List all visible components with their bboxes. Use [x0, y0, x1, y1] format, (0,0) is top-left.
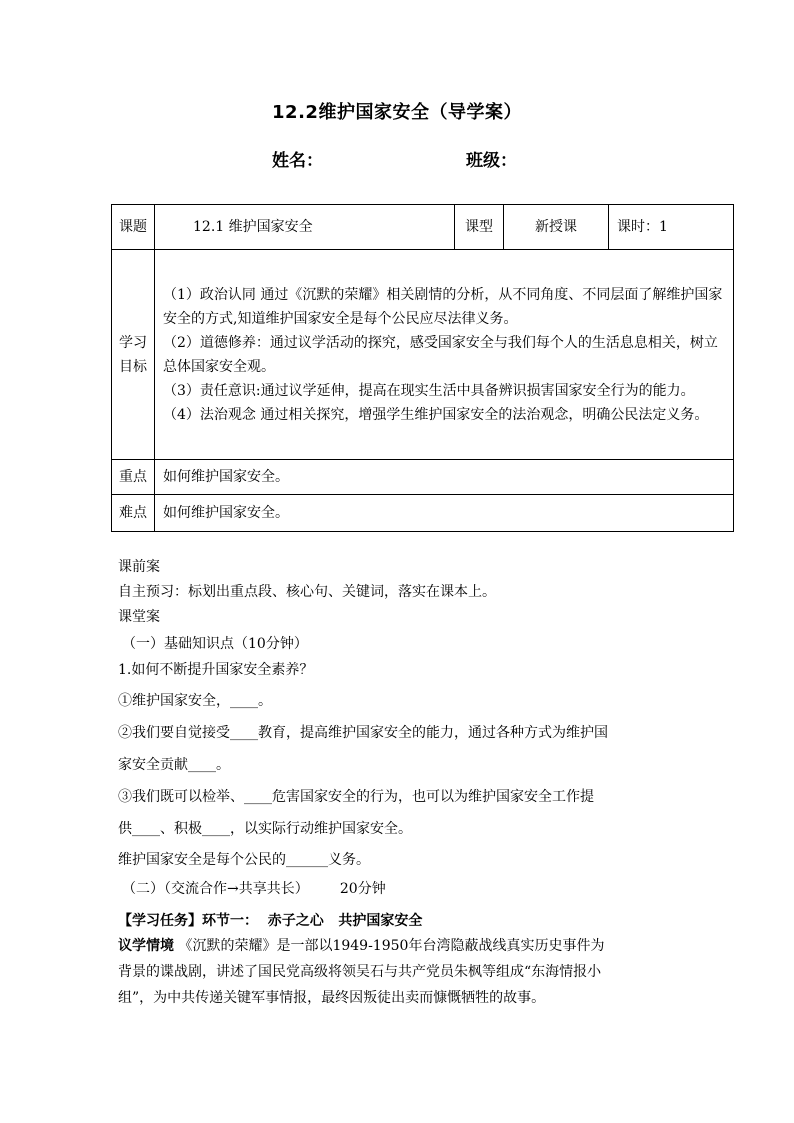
- blank-item-3b: 供____、积极____，以实际行动维护国家安全。: [118, 821, 412, 837]
- difficult-point-label: 难点: [112, 495, 155, 532]
- hours-value: 课时：1: [609, 205, 734, 250]
- blank-item-2b: 家安全贡献____。: [118, 757, 230, 773]
- part2-heading: （二）（交流合作→共享共长） 20分钟: [122, 881, 386, 897]
- goal-item: （4）法治观念 通过相关探究，增强学生维护国家安全的法治观念，明确公民法定义务。: [163, 406, 709, 423]
- duty-line: 维护国家安全是每个公民的______义务。: [118, 852, 370, 868]
- context-label: 议学情境: [118, 938, 174, 954]
- goal-item: （3）责任意识:通过议学延伸，提高在现实生活中具备辨识损害国家安全行为的能力。: [163, 382, 695, 399]
- goal-item: （2）道德修养：通过议学活动的探究，感受国家安全与我们每个人的生活息息相关，树立总体国家安全观。: [163, 334, 718, 375]
- pre-class-heading: 课前案: [118, 559, 160, 575]
- topic-row: [112, 205, 734, 250]
- preview-text: 自主预习：标划出重点段、核心句、关键词，落实在课本上。: [118, 584, 496, 600]
- difficult-point-value: 如何维护国家安全。: [155, 495, 734, 532]
- difficult-point-row: [112, 495, 734, 532]
- lesson-info-table: [111, 204, 734, 532]
- in-class-heading: 课堂案: [118, 609, 160, 625]
- goals-row: [112, 250, 734, 460]
- blank-item-3a: ③我们既可以检举、____危害国家安全的行为，也可以为维护国家安全工作提: [118, 789, 594, 805]
- topic-value: 12.1 维护国家安全: [155, 205, 455, 250]
- context-line-2: 背景的谍战剧，讲述了国民党高级将领吴石与共产党员朱枫等组成“东海情报小: [118, 964, 602, 980]
- blank-item-1: ①维护国家安全，____。: [118, 693, 272, 709]
- task-heading: 【学习任务】环节一： 赤子之心 共护国家安全: [118, 913, 423, 929]
- name-class-line: [272, 146, 517, 171]
- context-line-3: 组”，为中共传递关键军事情报，最终因叛徒出卖而慷慨牺牲的故事。: [118, 990, 546, 1006]
- document-title: 12.2维护国家安全（导学案）: [272, 102, 522, 123]
- name-label: 姓名：: [272, 151, 323, 171]
- type-value: 新授课: [504, 205, 609, 250]
- goals-label: 学习 目标: [112, 250, 155, 460]
- blank-item-2a: ②我们要自觉接受____教育，提高维护国家安全的能力，通过各种方式为维护国: [118, 725, 608, 741]
- type-label: 课型: [455, 205, 504, 250]
- goals-content: [155, 250, 734, 460]
- key-point-value: 如何维护国家安全。: [155, 460, 734, 495]
- topic-label: 课题: [112, 205, 155, 250]
- class-label: 班级：: [466, 151, 517, 171]
- key-point-label: 重点: [112, 460, 155, 495]
- key-point-row: [112, 460, 734, 495]
- context-line-1: 议学情境 《沉默的荣耀》是一部以1949-1950年台湾隐蔽战线真实历史事件为: [118, 938, 605, 954]
- question-1: 1.如何不断提升国家安全素养？: [118, 662, 314, 678]
- part1-heading: （一）基础知识点（10分钟）: [122, 636, 308, 652]
- goal-item: （1）政治认同 通过《沉默的荣耀》相关剧情的分析，从不同角度、不同层面了解维护国家安全的方式,知道维护国家安全是每个公民应尽法律义务。: [163, 286, 723, 327]
